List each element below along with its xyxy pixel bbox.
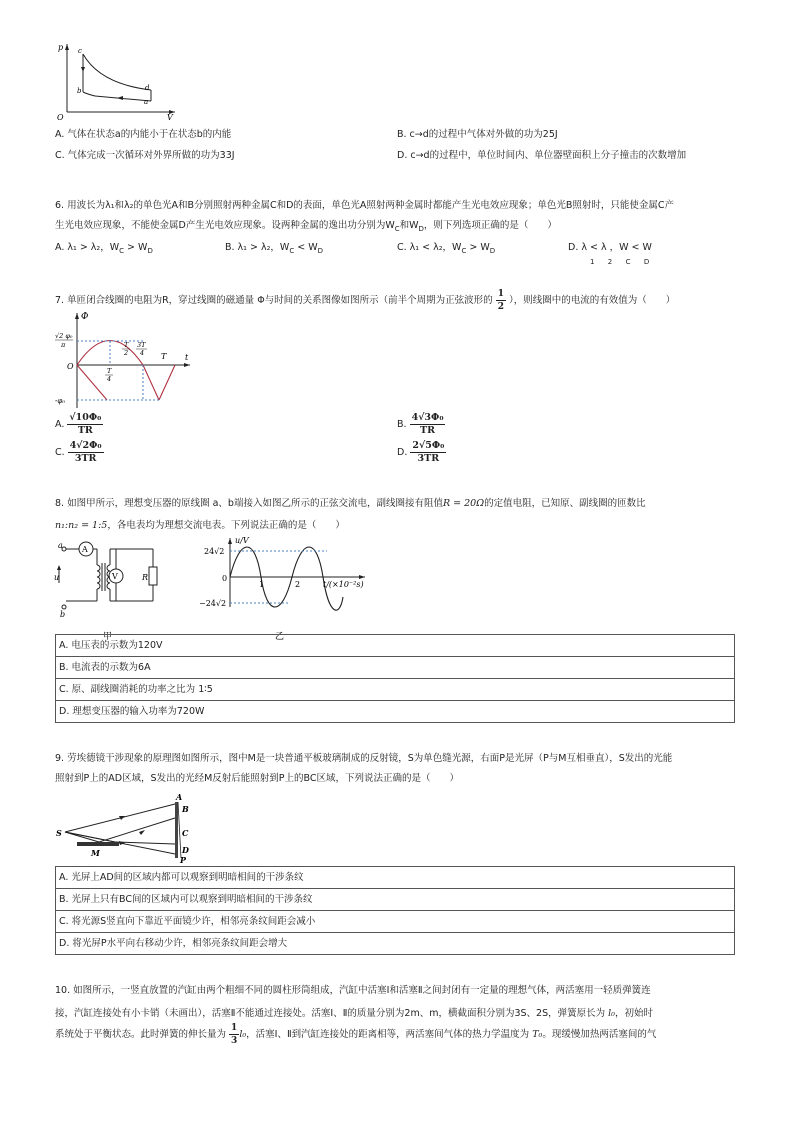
q7-stem-fraction: $\frac{1}{2}$ (497, 289, 504, 312)
lloyd-B-label: B (182, 804, 189, 814)
q8-options-table (55, 634, 735, 723)
circuit-caption: 甲 (103, 632, 113, 642)
lloyd-A-label: A (176, 792, 183, 802)
flux-ymax-num: √2 φ₀ (55, 332, 73, 340)
pv-a-label: a (144, 98, 149, 106)
lloyd-M-label: M (91, 848, 100, 858)
lloyd-P-label: P (180, 855, 187, 865)
flux-T2-num: T (124, 341, 129, 349)
flux-T4-den: 4 (107, 375, 112, 383)
lloyd-C-label: C (182, 828, 189, 838)
q5-option-a: A. 气体在状态a的内能小于在状态b的内能 (55, 129, 232, 140)
q6-option-d: D. λ < λ ，W < W (568, 242, 652, 253)
lloyd-D-label: D (182, 845, 189, 855)
lloyd-S-label: S (56, 828, 62, 838)
q6-stem-line1: 6. 用波长为λ₁和λ₂的单色光A和B分别照射两种金属C和D的表面，单色光A照射两种金属时都能产生光电效应现象；单色光B照射时，只能使金属C产 (55, 200, 675, 211)
q8-option-a: A. 电压表的示数为120V (56, 635, 734, 657)
flux-phi-label: Φ (81, 312, 89, 322)
q5-option-c: C. 气体完成一次循环对外界所做的功为33J (55, 150, 235, 161)
q10-line2: 接，汽缸连接处有小卡销（未画出），活塞Ⅱ不能通过连接处。活塞Ⅰ、Ⅱ的质量分别为2m、m，横截面积分别为3S、2S，弹簧原长为 l₀，初始时 (55, 1008, 654, 1019)
flux-T-label: T (161, 352, 167, 361)
q7-option-a: A. $\frac{\text{√10Φ₀}}{TR}$ (55, 412, 102, 436)
vt-xlabel: t/(×10⁻²s) (323, 580, 364, 589)
vt-ylabel: u/V (235, 536, 249, 545)
q7-option-b: B. $\frac{\text{4√3Φ₀}}{TR}$ (397, 412, 444, 436)
q6-option-d-subscripts: 1 2 C D (590, 258, 650, 266)
lloyd-mirror-diagram (55, 792, 195, 864)
pv-o-label: O (57, 113, 64, 122)
circuit-u-label: u (54, 573, 60, 582)
q6-option-a: A. λ₁ > λ₂，$W_C > W_D$ (55, 242, 153, 255)
q7-stem: 7. 单匝闭合线圈的电阻为R，穿过线圈的磁通量 Φ与时间的关系图像如图所示（前半个周期为正弦波形的 $\frac{1}{2}$ ），则线圈中的电流的有效值为（ ） (55, 289, 676, 312)
q8-stem-line2: n₁:n₂ = 1:5，各电表均为理想交流电表。下列说法正确的是（ ） (55, 520, 345, 531)
flux-T2-den: 2 (124, 349, 129, 357)
q10-line3: 系统处于平衡状态。此时弹簧的伸长量为 $\frac{1}{3}$ l₀，活塞Ⅰ、Ⅱ到汽缸连接处的距离相等，两活塞间气体的热力学温度为 T₀。现缓慢加热两活塞间的气 (55, 1023, 657, 1046)
pv-p-label: p (58, 43, 64, 52)
flux-t-axis-label: t (185, 353, 189, 362)
pv-b-label: b (77, 87, 82, 95)
voltage-time-graph (195, 535, 375, 645)
vt-caption: 乙 (275, 632, 285, 642)
pv-v-label: V (167, 113, 173, 122)
q7-option-d: D. $\frac{\text{2√5Φ₀}}{3TR}$ (397, 440, 445, 464)
transformer-circuit (55, 543, 165, 643)
vt-origin: 0 (222, 574, 228, 583)
flux-ymin-label: -φ₀ (55, 397, 66, 405)
q9-option-b: B. 光屏上只有BC间的区域内可以观察到明暗相间的干涉条纹 (56, 889, 734, 911)
q6-option-b: B. λ₁ > λ₂，$W_C < W_D$ (225, 242, 323, 255)
q7-option-c: C. $\frac{\text{4√2Φ₀}}{3TR}$ (55, 440, 102, 464)
q8-stem-line1: 8. 如图甲所示，理想变压器的原线圈 a、b端接入如图乙所示的正弦交流电，副线圈接有阻值R = 20Ω的定值电阻，已知原、副线圈的匝数比 (55, 498, 646, 509)
flux-T4-num: T (107, 367, 112, 375)
q9-option-d: D. 将光屏P水平向右移动少许，相邻亮条纹间距会增大 (56, 933, 734, 955)
circuit-ammeter-label: A (82, 545, 88, 554)
q9-option-a: A. 光屏上AD间的区域内都可以观察到明暗相间的干涉条纹 (56, 867, 734, 889)
q6-option-c: C. λ₁ < λ₂，$W_C > W_D$ (397, 242, 496, 255)
circuit-a-label: a (58, 541, 63, 550)
circuit-voltmeter-label: V (112, 572, 118, 581)
q9-options-table (55, 866, 735, 955)
q10-line1: 10. 如图所示，一竖直放置的汽缸由两个粗细不同的圆柱形筒组成，汽缸中活塞Ⅰ和活塞Ⅱ之间封闭有一定量的理想气体，两活塞用一轻质弹簧连 (55, 985, 651, 996)
vt-ymin: −24√2 (199, 599, 227, 608)
pv-d-label: d (145, 84, 150, 92)
flux-3T4-den: 4 (140, 349, 145, 357)
circuit-resistor-label: R (142, 573, 149, 582)
q9-stem-line2: 照射到P上的AD区域，S发出的光经M反射后能照射到P上的BC区域，下列说法正确的是（ ） (55, 773, 459, 784)
vt-x2: 2 (295, 580, 301, 589)
q9-stem-line1: 9. 劳埃德镜干涉现象的原理图如图所示，图中M是一块普通平板玻璃制成的反射镜，S为单色缝光源，右面P是光屏（P与M互相垂直），S发出的光能 (55, 753, 673, 764)
flux-3T4-num: 3T (137, 341, 146, 349)
circuit-b-label: b (60, 610, 66, 619)
vt-ymax: 24√2 (204, 547, 225, 556)
flux-ymax-den: π (61, 341, 66, 349)
q8-option-b: B. 电流表的示数为6A (56, 657, 734, 679)
pv-graph (55, 40, 180, 120)
q8-option-d: D. 理想变压器的输入功率为720W (56, 701, 734, 723)
vt-x1: 1 (259, 580, 265, 589)
q5-option-d: D. c→d的过程中，单位时间内、单位器壁面积上分子撞击的次数增加 (397, 150, 687, 161)
flux-time-graph (55, 310, 195, 410)
pv-c-label: c (78, 47, 82, 55)
q8-option-c: C. 原、副线圈消耗的功率之比为 1∶5 (56, 679, 734, 701)
q6-stem-line2: 生光电效应现象，不能使金属D产生光电效应现象。设两种金属的逸出功分别为$W_C$和$W_D$，则下列选项正确的是（ ） (55, 220, 557, 233)
flux-origin-label: O (67, 362, 74, 371)
q9-option-c: C. 将光源S竖直向下靠近平面镜少许，相邻亮条纹间距会减小 (56, 911, 734, 933)
q5-option-b: B. c→d的过程中气体对外做的功为25J (397, 129, 558, 140)
